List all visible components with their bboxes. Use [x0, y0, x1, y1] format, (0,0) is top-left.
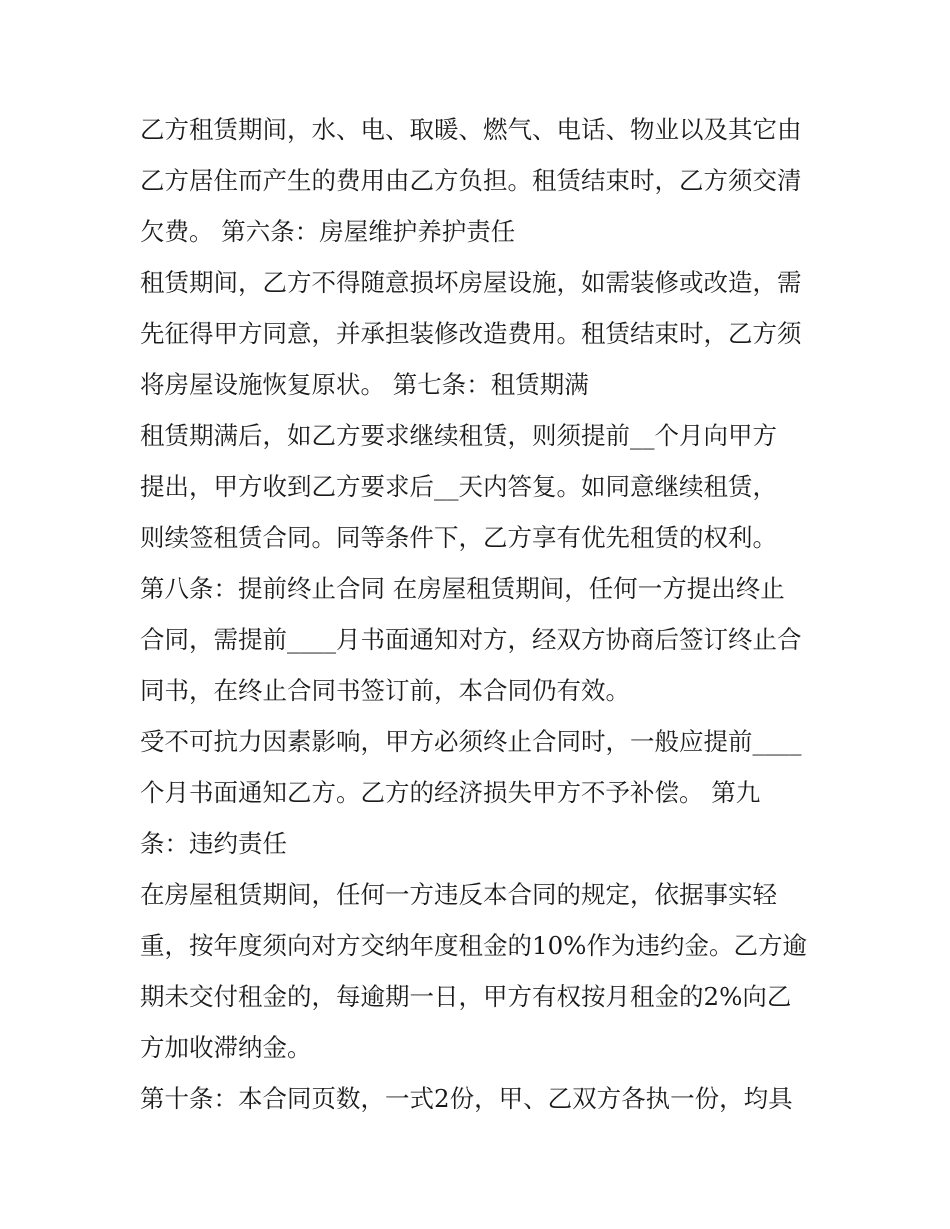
text-line: 第十条：本合同页数，一式2份，甲、乙双方各执一份，均具 [140, 1084, 793, 1113]
text-line: 受不可抗力因素影响，甲方必须终止合同时，一般应提前____ [140, 727, 802, 756]
text-line: 在房屋租赁期间，任何一方违反本合同的规定，依据事实轻 [140, 880, 777, 909]
text-line: 则续签租赁合同。同等条件下，乙方享有优先租赁的权利。 [140, 523, 777, 552]
text-line: 期未交付租金的，每逾期一日，甲方有权按月租金的2%向乙 [140, 982, 792, 1011]
text-line: 欠费。 第六条：房屋维护养护责任 [140, 217, 516, 246]
text-line: 乙方居住而产生的费用由乙方负担。租赁结束时，乙方须交清 [140, 166, 802, 195]
text-line: 重，按年度须向对方交纳年度租金的10%作为违约金。乙方逾 [140, 931, 807, 960]
text-line: 条：违约责任 [140, 829, 287, 858]
text-line: 方加收滞纳金。 [140, 1033, 312, 1062]
text-line: 第八条：提前终止合同 在房屋租赁期间，任何一方提出终止 [140, 574, 785, 603]
document-body [140, 104, 820, 1124]
text-line: 乙方租赁期间，水、电、取暖、燃气、电话、物业以及其它由 [140, 115, 802, 144]
text-line: 同书，在终止合同书签订前，本合同仍有效。 [140, 676, 630, 705]
text-line: 将房屋设施恢复原状。 第七条：租赁期满 [140, 370, 589, 399]
text-line: 个月书面通知乙方。乙方的经济损失甲方不予补偿。 第九 [140, 778, 761, 807]
text-line: 提出，甲方收到乙方要求后__天内答复。如同意继续租赁， [140, 472, 777, 501]
text-line: 合同，需提前____月书面通知对方，经双方协商后签订终止合 [140, 625, 802, 654]
text-line: 租赁期间，乙方不得随意损坏房屋设施，如需装修或改造，需 [140, 268, 802, 297]
text-line: 租赁期满后，如乙方要求继续租赁，则须提前__个月向甲方 [140, 421, 777, 450]
text-line: 先征得甲方同意，并承担装修改造费用。租赁结束时，乙方须 [140, 319, 802, 348]
